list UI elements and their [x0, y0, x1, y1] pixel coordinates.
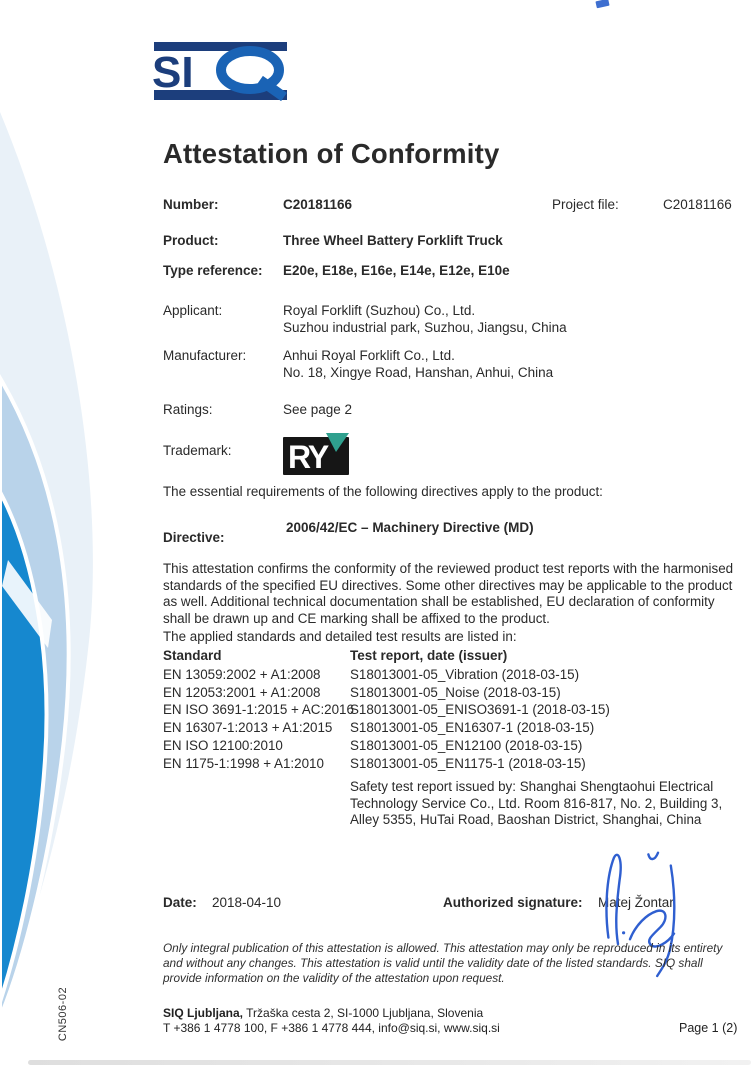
footer-contact-line: T +386 1 4778 100, F +386 1 4778 444, info@siq.si, www.siq.si [163, 1021, 500, 1035]
directive-label: Directive: [163, 530, 225, 545]
table-row-report: S18013001-05_Noise (2018-03-15) [350, 684, 561, 700]
type-reference-value: E20e, E18e, E16e, E14e, E12e, E10e [283, 263, 510, 278]
directive-value: 2006/42/EC – Machinery Directive (MD) [286, 520, 534, 535]
table-row-standard: EN 16307-1:2013 + A1:2015 [163, 720, 333, 736]
test-report-column [350, 666, 610, 772]
page-title: Attestation of Conformity [163, 138, 500, 169]
table-row-standard: EN 12053:2001 + A1:2008 [163, 684, 321, 700]
number-label: Number: [163, 197, 219, 212]
background-swoosh-graphic [0, 0, 170, 1065]
applicant-line1: Royal Forklift (Suzhou) Co., Ltd. [283, 303, 476, 318]
applied-standards-intro: The applied standards and detailed test results are listed in: [163, 629, 517, 644]
footer-address-block [163, 1006, 623, 1036]
applicant-label: Applicant: [163, 303, 223, 318]
table-row-standard: EN ISO 12100:2010 [163, 737, 283, 753]
siq-logo-si-text: SI [152, 48, 194, 97]
manufacturer-line1: Anhui Royal Forklift Co., Ltd. [283, 348, 455, 363]
table-row-report: S18013001-05_ENISO3691-1 (2018-03-15) [350, 702, 610, 718]
table-row-report: S18013001-05_EN16307-1 (2018-03-15) [350, 720, 595, 736]
footer-address-line [163, 1006, 623, 1021]
ry-logo-text: RY [288, 439, 328, 475]
product-label: Product: [163, 233, 219, 248]
number-value: C20181166 [283, 197, 353, 212]
footer-org-name: SIQ Ljubljana, [163, 1006, 244, 1020]
ratings-value: See page 2 [283, 402, 353, 417]
legal-fine-print: Only integral publication of this attestation is allowed. This attestation may only be reproduced in its entirety and without any changes. This attestation is valid until the validity date of the listed standards. SIQ shall provide information on the validity of the attestation upon request. [163, 941, 723, 985]
footer-address-rest: Tržaška cesta 2, SI-1000 Ljubljana, Slovenia [243, 1006, 484, 1020]
test-report-column-header: Test report, date (issuer) [350, 648, 508, 663]
siq-logo [154, 40, 296, 102]
applicant-line2: Suzhou industrial park, Suzhou, Jiangsu, China [283, 319, 567, 335]
table-row-report: S18013001-05_EN12100 (2018-03-15) [350, 737, 583, 753]
signatory-name: Matej Žontar [598, 895, 674, 910]
page-edge-shadow [28, 1060, 751, 1065]
attestation-paragraph: This attestation confirms the conformity of the reviewed product test reports with the harmonised standards of the specified EU directives. Some other directives may be applicable to the product as well. Additional technical documentation shall be established, EU declaration of conformity shall be drawn up and CE marking shall be affixed to the product. [163, 561, 734, 626]
table-row-report: S18013001-05_EN1175-1 (2018-03-15) [350, 755, 586, 771]
table-row-report: S18013001-05_Vibration (2018-03-15) [350, 667, 580, 682]
standard-column-header: Standard [163, 648, 222, 663]
manufacturer-label: Manufacturer: [163, 348, 247, 363]
table-row-standard: EN 1175-1:1998 + A1:2010 [163, 755, 324, 771]
manufacturer-line2: No. 18, Xingye Road, Hanshan, Anhui, China [283, 364, 554, 380]
standard-column [163, 666, 354, 772]
product-value: Three Wheel Battery Forklift Truck [283, 233, 503, 248]
table-row-standard: EN 13059:2002 + A1:2008 [163, 667, 321, 682]
authorized-signature-label: Authorized signature: [443, 895, 583, 910]
type-reference-label: Type reference: [163, 263, 263, 278]
essential-requirements-statement: The essential requirements of the following directives apply to the product: [163, 484, 603, 499]
page-number: Page 1 (2) [679, 1021, 738, 1035]
safety-test-report-note: Safety test report issued by: Shanghai Shengtaohui Electrical Technology Service Co., Ltd. Room 816-817, No. 2, Building 3, Alley 5355, HuTai Road, Baoshan District, Shanghai, China [350, 779, 723, 827]
trademark-label: Trademark: [163, 443, 232, 458]
date-value: 2018-04-10 [212, 895, 282, 910]
ry-trademark-logo [283, 437, 349, 475]
ratings-label: Ratings: [163, 402, 213, 417]
project-file-label: Project file: [552, 197, 619, 212]
date-label: Date: [163, 895, 197, 910]
table-row-standard: EN ISO 3691-1:2015 + AC:2016 [163, 702, 354, 718]
form-code-vertical: CN506-02 [57, 986, 69, 1042]
manufacturer-value [283, 348, 553, 381]
applicant-value [283, 303, 567, 336]
scan-artifact-mark [595, 0, 609, 8]
project-file-value: C20181166 [663, 197, 732, 212]
